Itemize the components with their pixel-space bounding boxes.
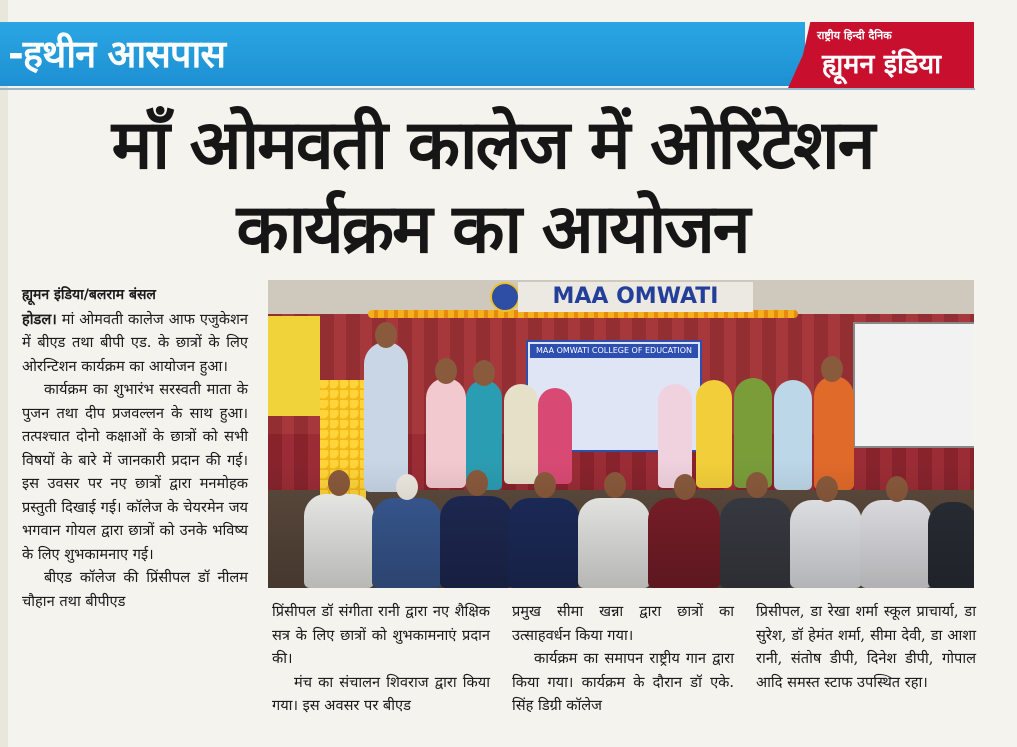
headline-line-2: कार्यक्रम का आयोजन [236,190,749,269]
paragraph-2: कार्यक्रम का शुभारंभ सरस्वती माता के पुजन तथा दीप प्रजवल्लन के साथ हुआ। तत्पश्चात दोनो कक्षाओं के छात्रों को सभी विषयों के बारे में जानकारी प्रदान की गई। इस उवसर पर नए छात्रों द्वारा मनमोहक प्रस्तुती दिखाई गई। कॉलेज के चेयरमेन जय भगवान गोयल द्वारा छात्रों को उनके भविष्य के लिए शुभकामनाए गई। [22,381,248,563]
headline [10,104,975,272]
paragraph-3-end: प्रिंसीपल डॉ संगीता रानी द्वारा नए शैक्षिक सत्र के लिए छात्रों को शुभकामनाएं प्रदान की। [272,603,490,667]
section-label: -हथीन आसपास [8,32,226,76]
headline-line-1: माँ ओमवती कालेज में ओरिंटेशन [111,106,874,185]
paragraph-5-start: कार्यक्रम का समापन राष्ट्रीय गान द्वारा किया गया। कार्यक्रम के दौरान डॉ एके. सिंह डिग्री कॉलेज [512,650,734,714]
photo-yellow-board [268,316,320,416]
article-column-4 [756,600,976,694]
byline: ह्यूमन इंडिया/बलराम बंसल [22,287,156,303]
article-column-2 [272,600,490,718]
page-edge [0,0,8,747]
person-head [821,356,843,382]
person-head [435,358,457,384]
brand-tagline: राष्ट्रीय हिन्दी दैनिक [817,29,892,42]
paragraph-5-end: प्रिसीपल, डा रेखा शर्मा स्कूल प्राचार्या, डा सुरेश, डॉ हेमंत शर्मा, सीमा देवी, डा आशा रानी, संतोष डीपी, दिनेश डीपी, गोपाल आदि समस्त स्टाफ उपस्थित रहा। [756,603,976,691]
person-head [473,360,495,386]
photo-flex-title: MAA OMWATI COLLEGE OF EDUCATION [530,344,698,358]
dateline: होडल। [22,310,57,328]
photo-shadow [268,460,974,588]
paragraph-3-start: बीएड कॉलेज की प्रिंसीपल डॉ नीलम चौहान तथा बीपीएड [22,569,248,610]
person-head [375,322,397,348]
paragraph-1 [22,308,248,379]
article-column-3 [512,600,734,718]
header-rule [0,88,975,90]
photo-projector-screen [853,322,974,448]
photo-banner: MAA OMWATI [518,282,753,312]
article-column-1 [22,284,248,613]
paragraph-1-text: मां ओमवती कालेज आफ एजुकेशन में बीएड तथा बीपी एड. के छात्रों के लिए ओरन्टिशन कार्यक्रम का आयोजन हुआ। [22,310,248,375]
paragraph-4-start: मंच का संचालन शिवराज द्वारा किया गया। इस अवसर पर बीएड [272,673,490,714]
event-photo [268,280,974,588]
brand-name: ह्यूमन इंडिया [822,49,942,80]
college-logo-icon [490,282,520,312]
paragraph-4-end: प्रमुख सीमा खन्ना द्वारा छात्रों का उत्साहवर्धन किया गया। [512,603,734,644]
